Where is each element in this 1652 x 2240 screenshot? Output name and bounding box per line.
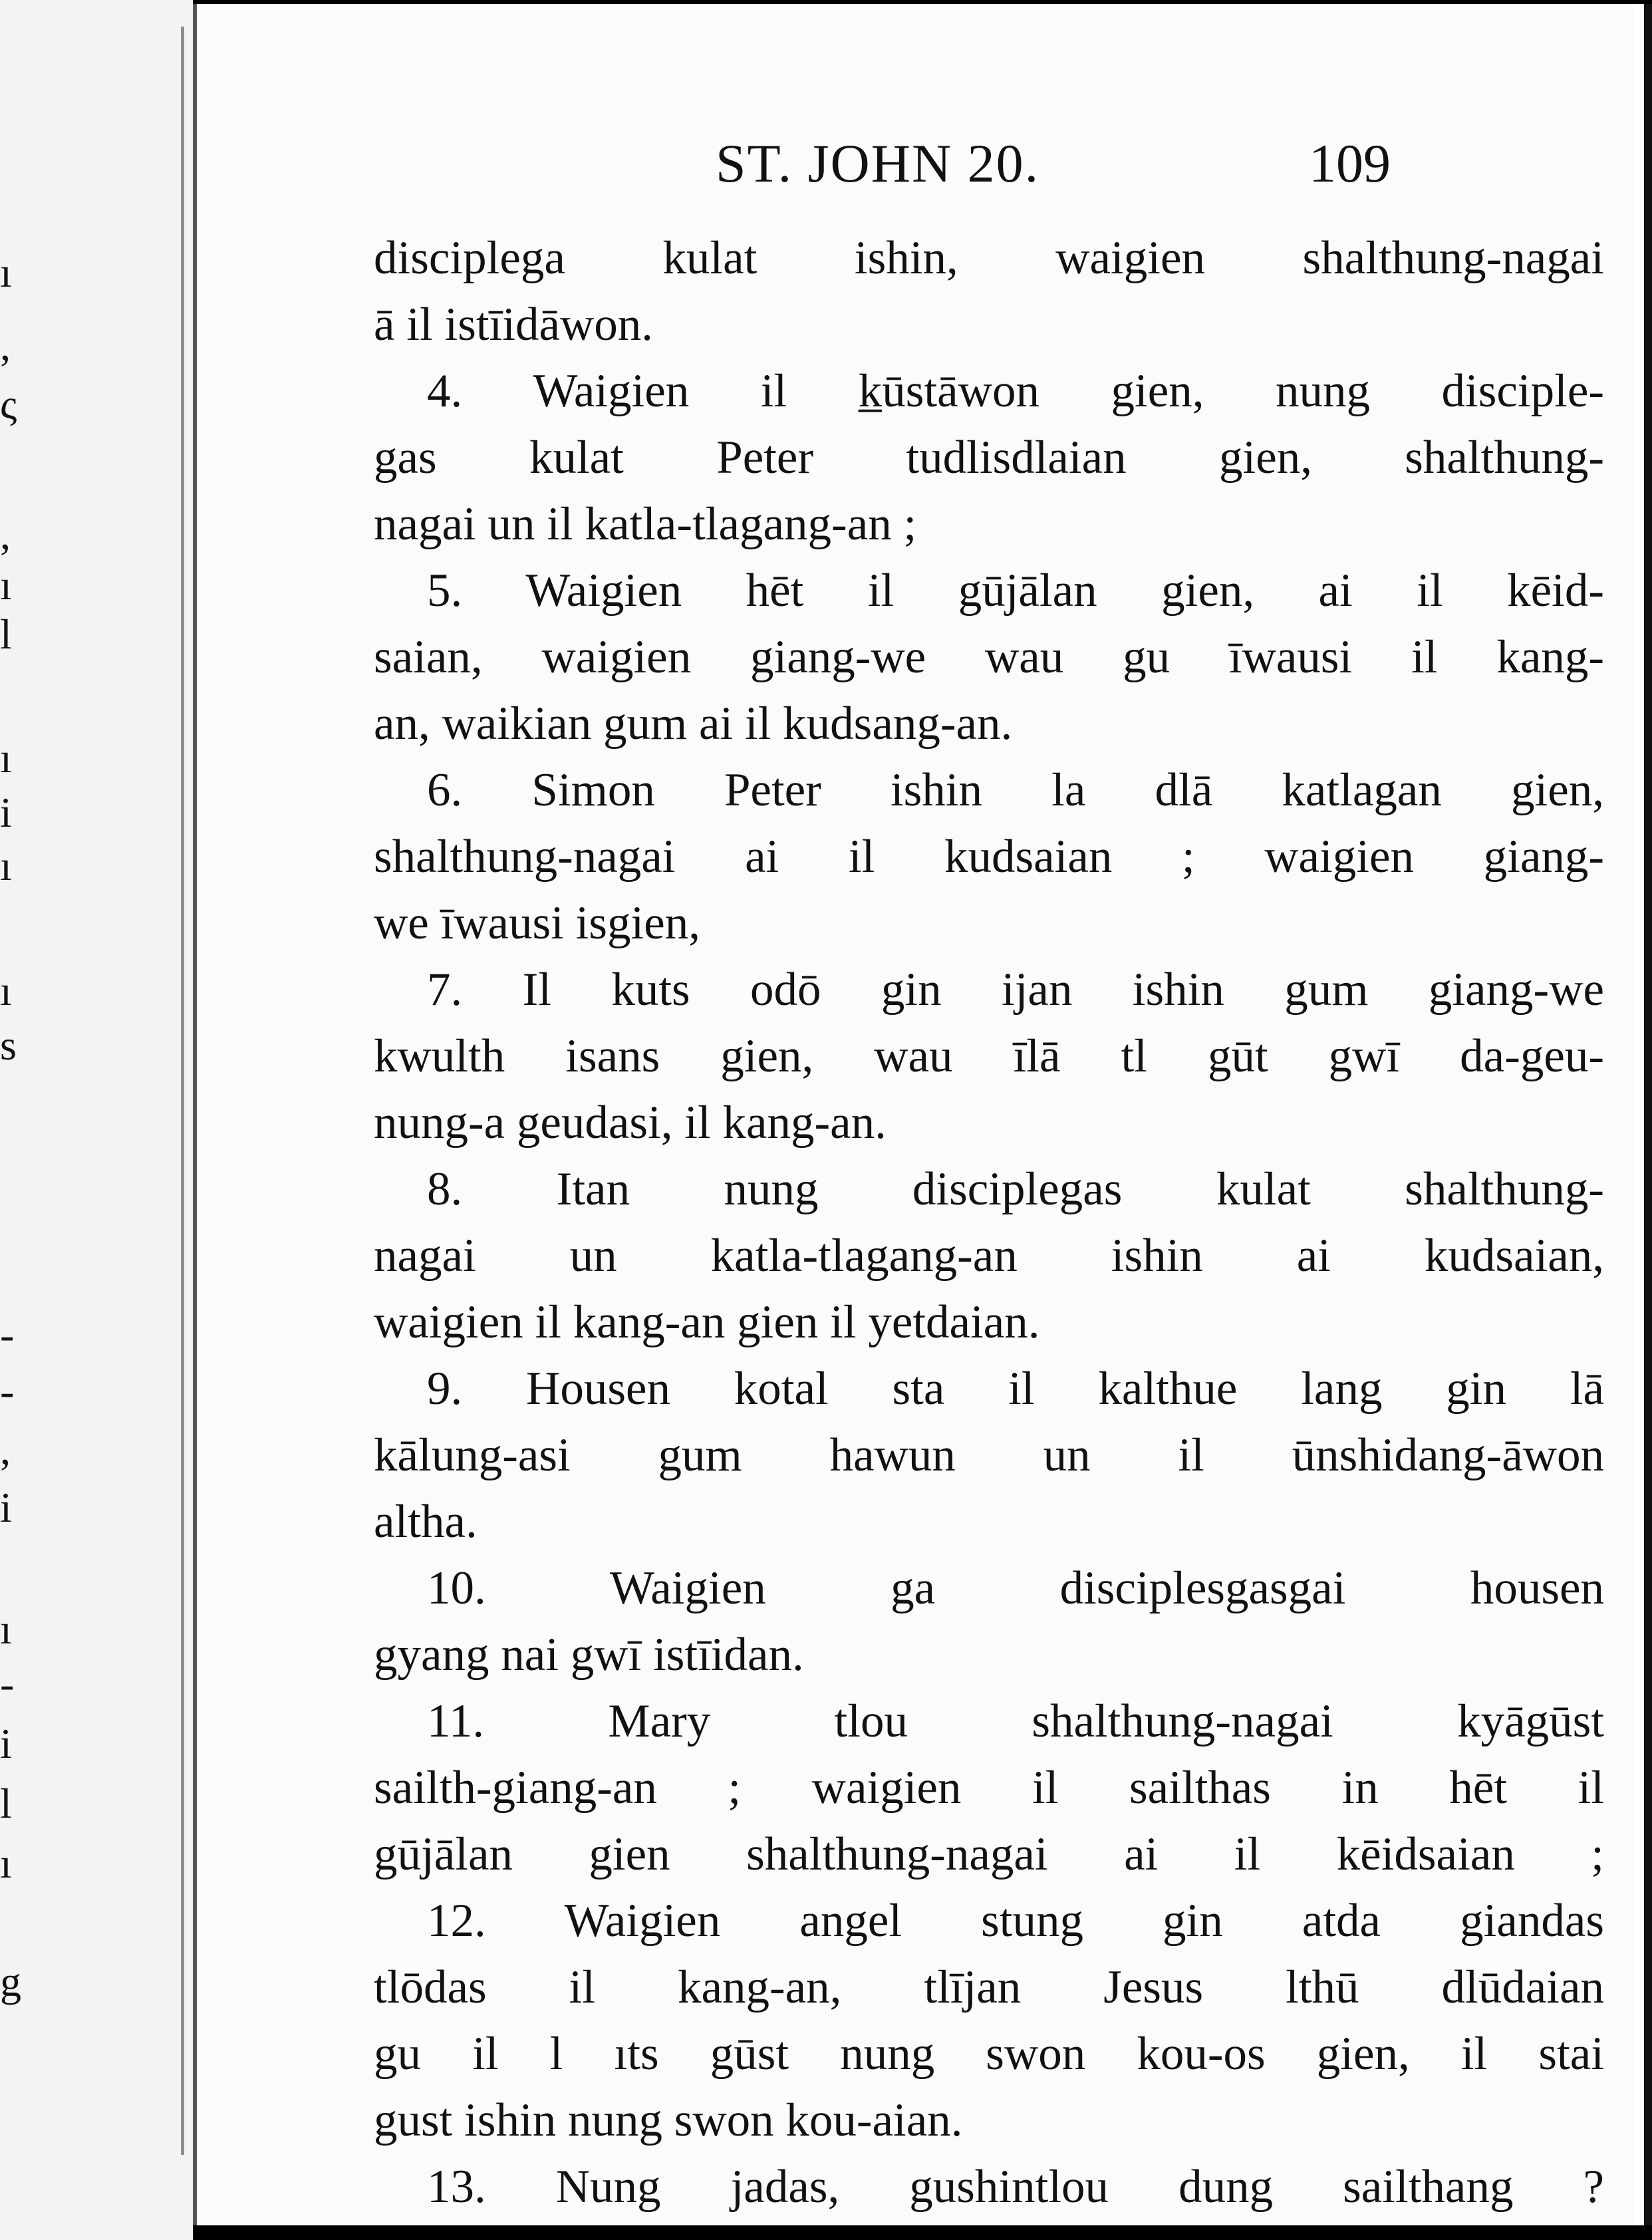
text-line: shalthung-nagai ai il kudsaian ; waigien giang-: [374, 831, 1604, 883]
left-page-fragment: ,: [0, 511, 11, 558]
left-page-fragment: ,: [0, 322, 11, 369]
left-page-fragment: l: [0, 1780, 12, 1827]
verse-8-start: 8. Itan nung disciplegas kulat shalthung-: [427, 1163, 1604, 1215]
verse-6-start: 6. Simon Peter ishin la dlā katlagan gien,: [427, 764, 1604, 816]
left-page-fragment: ı: [0, 1606, 12, 1653]
text-line: tlōdas il kang-an, tlījan Jesus lthū dlūdaian: [374, 1961, 1604, 2013]
left-page-fragment: ı: [0, 1840, 12, 1887]
text-line: sailth-giang-an ; waigien il sailthas in hēt il: [374, 1762, 1604, 1814]
left-page-fragment: ı: [0, 734, 12, 781]
book-page: [193, 4, 1633, 2225]
left-page-fragment: ı: [0, 561, 12, 609]
text-line: gūjālan gien shalthung-nagai ai il kēidsaian ;: [374, 1828, 1604, 1880]
left-page-fragment: i: [0, 1484, 12, 1531]
text-line: altha.: [374, 1496, 478, 1548]
text-line: we īwausi isgien,: [374, 897, 701, 949]
page-header: [197, 116, 1633, 202]
left-page-fragment: -: [0, 1367, 15, 1415]
text-line: gust ishin nung swon kou-aian.: [374, 2094, 963, 2146]
verse-13-start: 13. Nung jadas, gushintlou dung sailthang ?: [427, 2161, 1604, 2213]
left-page-fragment: ς: [0, 380, 17, 428]
left-page-fragment: -: [0, 1311, 15, 1358]
text-line: an, waikian gum ai il kudsang-an.: [374, 698, 1013, 750]
verse-11-start: 11. Mary tlou shalthung-nagai kyāgūst: [427, 1695, 1604, 1747]
text-line: gyang nai gwī istīidan.: [374, 1629, 804, 1681]
left-page-fragment: g: [0, 1958, 21, 2005]
text-line: gas kulat Peter tudlisdlaian gien, shalthung-: [374, 432, 1604, 484]
text-line: nagai un il katla-tlagang-an ;: [374, 498, 917, 550]
page-edge-border: [1644, 4, 1652, 2225]
left-page-fragment: i: [0, 1720, 12, 1767]
verse-4-start: 4. Waigien il k̲ūstāwon gien, nung disciple-: [427, 365, 1604, 417]
left-page-fragment: ,: [0, 1426, 11, 1473]
text-line: disciplega kulat ishin, waigien shalthung-nagai: [374, 232, 1604, 284]
left-page-fragment: ı: [0, 249, 12, 296]
facing-page-edge: [0, 0, 193, 2240]
left-page-fragment: ı: [0, 967, 12, 1014]
left-page-fragment: s: [0, 1022, 17, 1069]
text-line: kālung-asi gum hawun un il ūnshidang-āwon: [374, 1429, 1604, 1481]
left-page-fragment: i: [0, 789, 12, 836]
text-line: saian, waigien giang-we wau gu īwausi il kang-: [374, 631, 1604, 683]
verse-7-start: 7. Il kuts odō gin ijan ishin gum giang-we: [427, 964, 1604, 1016]
text-line: gu il l ıts gūst nung swon kou-os gien, il stai: [374, 2028, 1604, 2080]
text-line: kwulth isans gien, wau īlā tl gūt gwī da-geu-: [374, 1030, 1604, 1082]
left-page-fragment: ı: [0, 842, 12, 889]
running-head: ST. JOHN 20.: [716, 133, 1040, 194]
verse-5-start: 5. Waigien hēt il gūjālan gien, ai il kēid-: [427, 565, 1604, 617]
text-line: nung-a geudasi, il kang-an.: [374, 1097, 887, 1149]
left-page-fragment: l: [0, 611, 12, 658]
verse-12-start: 12. Waigien angel stung gin atda giandas: [427, 1895, 1604, 1947]
text-line: ā il istīidāwon.: [374, 299, 654, 350]
text-line: waigien il kang-an gien il yetdaian.: [374, 1296, 1040, 1348]
left-page-fragment: -: [0, 1660, 15, 1707]
verse-10-start: 10. Waigien ga disciplesgasgai housen: [427, 1562, 1604, 1614]
gutter-line: [181, 27, 184, 2155]
page-number: 109: [1309, 133, 1391, 194]
body-text: [374, 225, 1604, 2220]
text-line: nagai un katla-tlagang-an ishin ai kudsaian,: [374, 1230, 1604, 1282]
verse-9-start: 9. Housen kotal sta il kalthue lang gin lā: [427, 1363, 1604, 1415]
